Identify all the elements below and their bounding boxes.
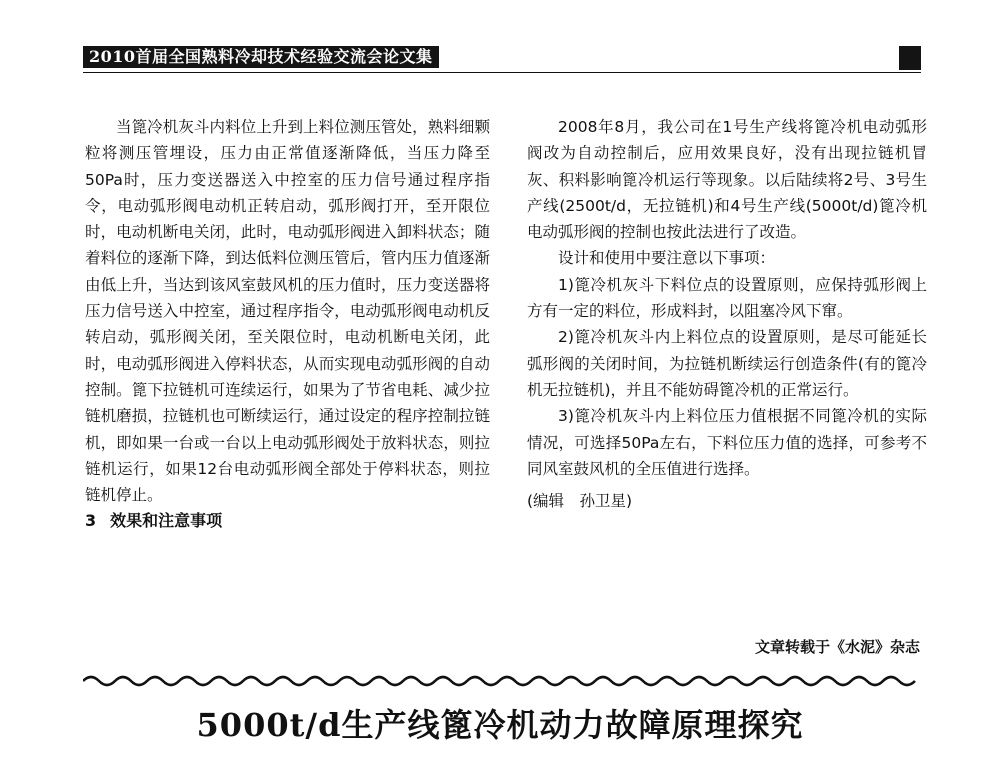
running-header bbox=[83, 46, 921, 73]
list-item: 1)篦冷机灰斗下料位点的设置原则，应保持弧形阀上方有一定的料位，形成料封，以阻塞冷风下窜。 bbox=[527, 275, 927, 321]
left-column bbox=[85, 114, 490, 535]
body-paragraph: 设计和使用中要注意以下事项： bbox=[558, 249, 776, 268]
right-column bbox=[527, 114, 927, 514]
section-number: 3 bbox=[85, 511, 97, 531]
source-note: 文章转载于《水泥》杂志 bbox=[754, 638, 920, 656]
section-title: 效果和注意事项 bbox=[110, 511, 223, 531]
body-paragraph: 当篦冷机灰斗内料位上升到上料位测压管处，熟料细颗粒将测压管埋设，压力由正常值逐渐降低，当压力降至50Pa时，压力变送器送入中控室的压力信号通过程序指令，电动弧形阀电动机正转启动，弧形阀打开，至开限位时，电动机断电关闭，此时，电动弧形阀进入卸料状态；随着料位的逐渐下降，到达低料位测压管后，管内压力值逐渐由低上升，当达到该风室鼓风机的压力值时，压力变送器将压力信号送入中控室，通过程序指令，电动弧形阀电动机反转启动，弧形阀关闭，至关限位时，电动机断电关闭，此时，电动弧形阀进入停料状态，从而实现电动弧形阀的自动控制。篦下拉链机可连续运行，如果为了节省电耗、减少拉链机磨损，拉链机也可断续运行，通过设定的程序控制拉链机，即如果一台或一台以上电动弧形阀处于放料状态，则拉链机运行，如果12台电动弧形阀全部处于停料状态，则拉链机停止。 bbox=[85, 118, 490, 505]
editor-credit: (编辑 孙卫星) bbox=[527, 492, 633, 511]
section-heading bbox=[85, 508, 490, 534]
article-title: 5000t/d生产线篦冷机动力故障原理探究 bbox=[196, 706, 804, 744]
journal-header-title: 2010首届全国熟料冷却技术经验交流会论文集 bbox=[83, 46, 439, 68]
header-corner-block bbox=[899, 46, 921, 70]
wave-divider bbox=[83, 670, 923, 692]
list-item: 2)篦冷机灰斗内上料位点的设置原则，是尽可能延长弧形阀的关闭时间，为拉链机断续运行创造条件(有的篦冷机无拉链机)，并且不能妨碍篦冷机的正常运行。 bbox=[527, 328, 927, 399]
body-paragraph: 2008年8月，我公司在1号生产线将篦冷机电动弧形阀改为自动控制后，应用效果良好，没有出现拉链机冒灰、积料影响篦冷机运行等现象。以后陆续将2号、3号生产线(2500t/d，无拉链机)和4号生产线(5000t/d)篦冷机电动弧形阀的控制也按此法进行了改造。 bbox=[527, 118, 927, 242]
list-item: 3)篦冷机灰斗内上料位压力值根据不同篦冷机的实际情况，可选择50Pa左右，下料位压力值的选择，可参考不同风室鼓风机的全压值进行选择。 bbox=[527, 407, 927, 478]
